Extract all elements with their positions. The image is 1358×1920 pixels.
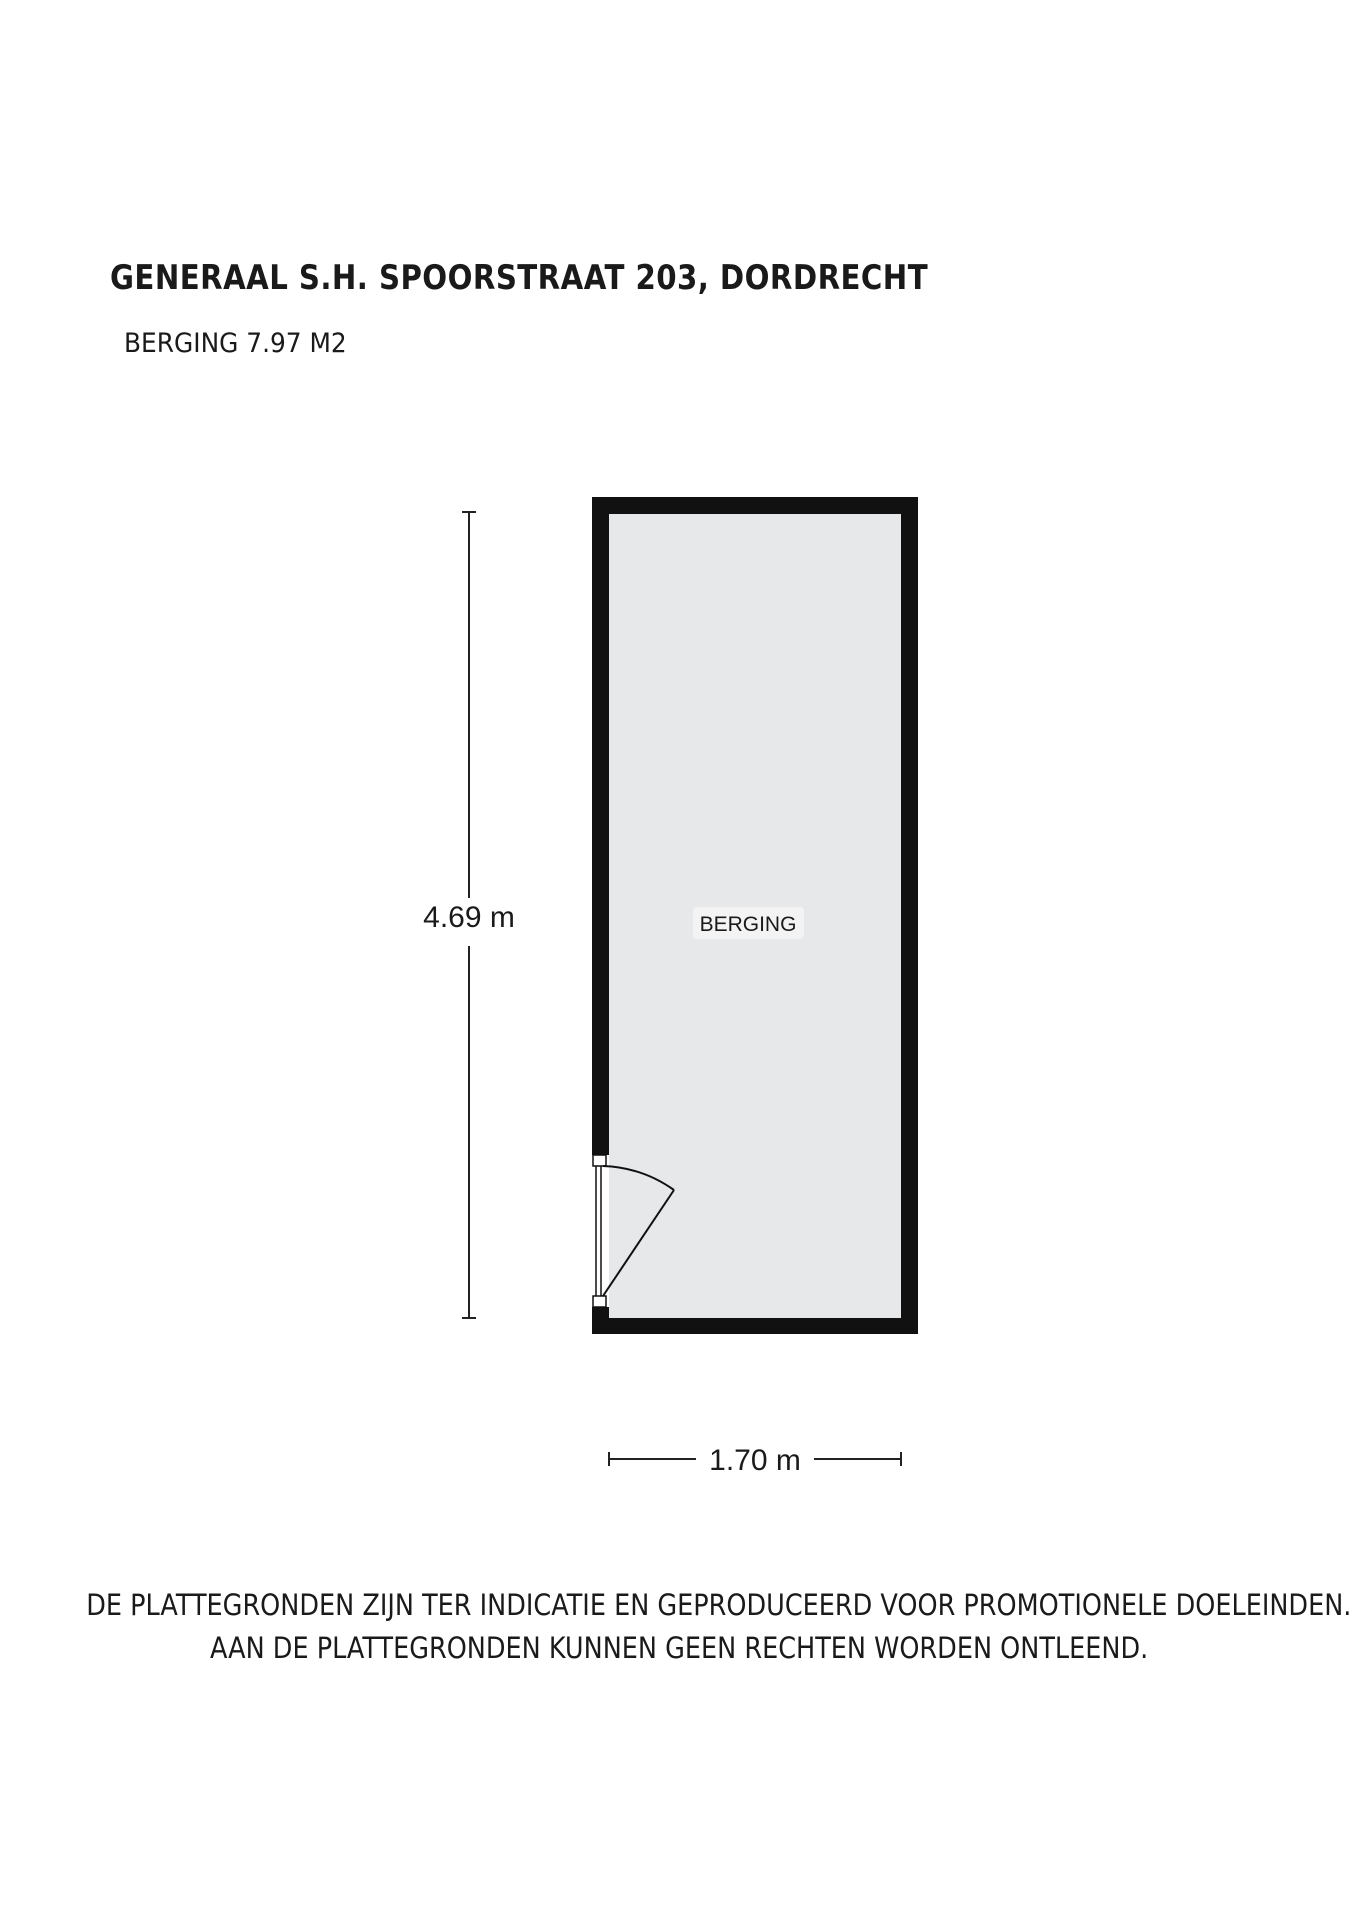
height-dimension-label: 4.69 m [423,901,515,934]
door-jamb-bottom [593,1296,606,1307]
room-label: BERGING [699,913,797,936]
disclaimer-line-2 [0,1627,1358,1669]
room-area-subtitle: BERGING 7.97 M2 [124,328,347,359]
disclaimer-text-1: DE PLATTEGRONDEN ZIJN TER INDICATIE EN GEPRODUCEERD VOOR PROMOTIONELE DOELEINDEN. [86,1588,1352,1622]
width-dimension-label: 1.70 m [709,1444,801,1477]
door-jamb-top [593,1155,606,1166]
disclaimer-line-1 [0,1584,1358,1626]
property-address-title: GENERAAL S.H. SPOORSTRAAT 203, DORDRECHT [110,258,929,298]
disclaimer-text-2: AAN DE PLATTEGRONDEN KUNNEN GEEN RECHTEN WORDEN ONTLEEND. [209,1631,1149,1665]
